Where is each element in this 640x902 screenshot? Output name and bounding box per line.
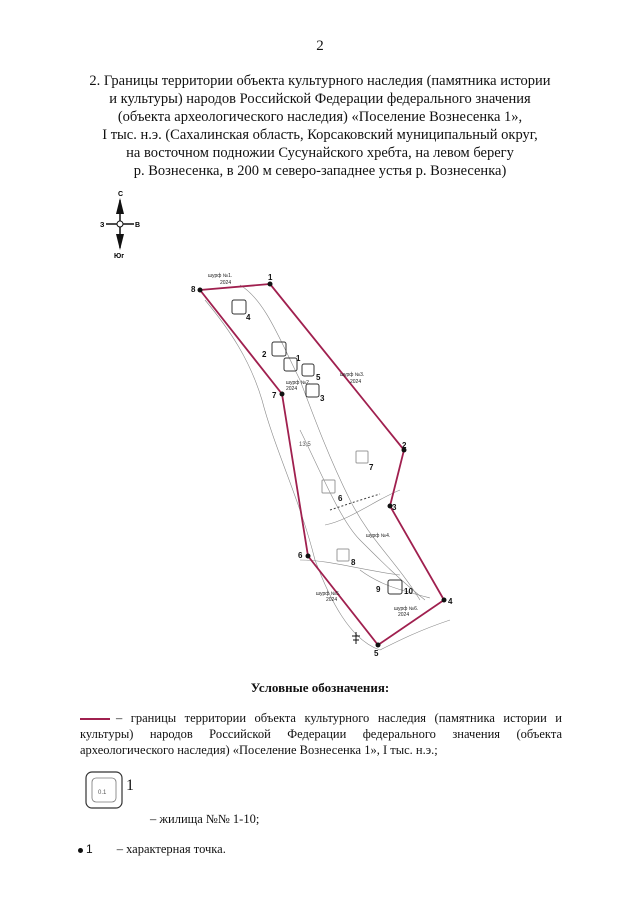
heading-line: на восточном подножии Сусунайского хребта, на левом берегу bbox=[126, 145, 514, 161]
pit-label: шурф №3. bbox=[340, 372, 365, 378]
compass-west: З bbox=[100, 222, 105, 229]
pit-year: 2024 bbox=[286, 386, 298, 392]
dwelling-marker bbox=[322, 480, 335, 493]
legend-point bbox=[78, 842, 226, 857]
pit-label: шурф №4. bbox=[366, 533, 391, 539]
pit-label: шурф №6. bbox=[394, 606, 419, 612]
dwelling-marker bbox=[388, 580, 402, 594]
heading-line: р. Вознесенка, в 200 м северо-западнее устья р. Вознесенка) bbox=[133, 163, 507, 179]
dwelling-label: 2 bbox=[262, 350, 267, 359]
pit-year: 2024 bbox=[398, 612, 410, 618]
pit-year: 2024 bbox=[350, 379, 362, 385]
point-marker bbox=[442, 598, 447, 603]
dwelling-marker bbox=[232, 300, 246, 314]
point-label: 6 bbox=[298, 551, 303, 560]
site-map bbox=[0, 180, 640, 670]
contour-label: 13,5 bbox=[299, 442, 311, 448]
dwelling-label: 5 bbox=[316, 373, 321, 382]
dwelling-label: 10 bbox=[404, 587, 413, 596]
pit-year: 2024 bbox=[220, 280, 232, 286]
point-marker bbox=[376, 643, 381, 648]
pit-year: 2024 bbox=[326, 597, 338, 603]
point-label: 4 bbox=[448, 597, 453, 606]
point-label: 5 bbox=[374, 649, 379, 658]
heading-line: и культуры) народов Российской Федерации федерального значения bbox=[109, 91, 531, 107]
heading-line: I тыс. н.э. (Сахалинская область, Корсаковский муниципальный округ, bbox=[102, 127, 538, 143]
legend-boundary-text: – границы территории объекта культурного наследия (памятника истории и культуры) народов Российской Федерации федерального значения (объекта археологического наследия) «Поселение Вознесенка 1», I тыс. н.э.; bbox=[80, 711, 562, 757]
dwelling-label: 8 bbox=[351, 558, 356, 567]
dwelling-label: 6 bbox=[338, 494, 343, 503]
dwelling-sample-label: 1 bbox=[126, 777, 134, 794]
dwelling-marker bbox=[356, 451, 368, 463]
cross-icon bbox=[352, 632, 360, 644]
point-marker bbox=[198, 288, 203, 293]
dwelling-marker bbox=[302, 364, 314, 376]
pit-label: шурф №1. bbox=[208, 273, 233, 279]
heading-line: (объекта археологического наследия) «Поселение Вознесенка 1», bbox=[117, 109, 523, 125]
dwelling-label: 7 bbox=[369, 463, 374, 472]
compass-east: В bbox=[135, 222, 141, 229]
point-marker bbox=[268, 282, 273, 287]
legend-dwelling-sample bbox=[84, 768, 144, 823]
dwelling-label: 4 bbox=[246, 313, 251, 322]
dwelling-marker bbox=[337, 549, 349, 561]
pit-label: шурф №2. bbox=[286, 380, 311, 386]
legend-point-text: – характерная точка. bbox=[116, 842, 226, 856]
point-label: 8 bbox=[191, 285, 196, 294]
dwelling-label: 3 bbox=[320, 394, 325, 403]
dwellings bbox=[232, 300, 402, 594]
point-label: 1 bbox=[268, 273, 273, 282]
dwelling-sample-icon bbox=[84, 768, 144, 818]
boundary-line-sample bbox=[80, 718, 110, 720]
compass-south: Юг bbox=[114, 253, 125, 260]
legend-title: Условные обозначения: bbox=[250, 680, 390, 695]
point-marker bbox=[306, 554, 311, 559]
point-label: 3 bbox=[392, 503, 397, 512]
dwelling-sample-inner: 0.1 bbox=[98, 790, 107, 796]
point-marker bbox=[280, 392, 285, 397]
point-sample-label: 1 bbox=[86, 842, 93, 856]
point-label: 7 bbox=[272, 391, 277, 400]
page-number: 2 bbox=[316, 38, 324, 54]
dwelling-marker bbox=[272, 342, 286, 356]
point-label: 2 bbox=[402, 441, 407, 450]
document-heading bbox=[60, 72, 580, 180]
compass-north: С bbox=[118, 191, 124, 198]
pit-label: шурф №5. bbox=[316, 591, 341, 597]
dwelling-label: 9 bbox=[376, 585, 381, 594]
dwelling-label: 1 bbox=[296, 354, 301, 363]
legend-boundary bbox=[80, 710, 562, 758]
point-sample-icon bbox=[78, 848, 83, 853]
compass-icon bbox=[100, 191, 140, 260]
heading-line: 2. Границы территории объекта культурного наследия (памятника истории bbox=[89, 73, 551, 89]
legend-dwelling-text: – жилища №№ 1-10; bbox=[150, 812, 260, 826]
